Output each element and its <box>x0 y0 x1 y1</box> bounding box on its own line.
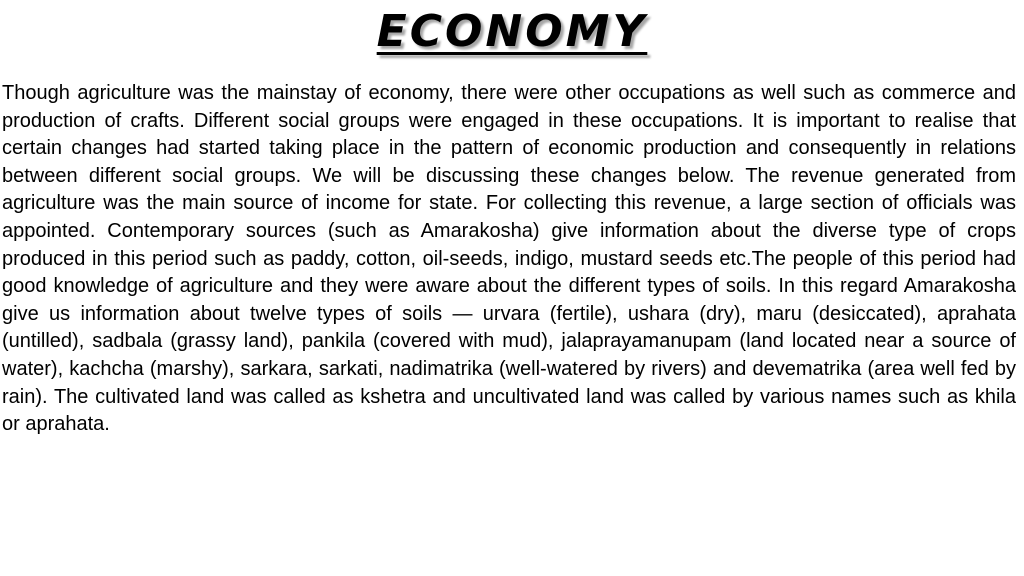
slide-title: ECONOMY <box>376 6 648 57</box>
slide-body-paragraph: Though agriculture was the mainstay of economy, there were other occupations as well such as commerce and production of crafts. Different social groups were engaged in these occupations. It is important to realise that certain changes had started taking place in the pattern of economic production and consequently in relations between different social groups. We will be discussing these changes below. The revenue generated from agriculture was the main source of income for state. For collecting this revenue, a large section of officials was appointed. Contemporary sources (such as Amarakosha) give information about the diverse type of crops produced in this period such as paddy, cotton, oil-seeds, indigo, mustard seeds etc.The people of this period had good knowledge of agriculture and they were aware about the different types of soils. In this regard Amarakosha give us information about twelve types of soils — urvara (fertile), ushara (dry), maru (desiccated), aprahata (untilled), sadbala (grassy land), pankila (covered with mud), jalaprayamanupam (land located near a source of water), kachcha (marshy), sarkara, sarkati, nadimatrika (well-watered by rivers) and devematrika (area well fed by rain). The cultivated land was called as kshetra and uncultivated land was called by various names such as khila or aprahata. <box>2 82 1016 436</box>
